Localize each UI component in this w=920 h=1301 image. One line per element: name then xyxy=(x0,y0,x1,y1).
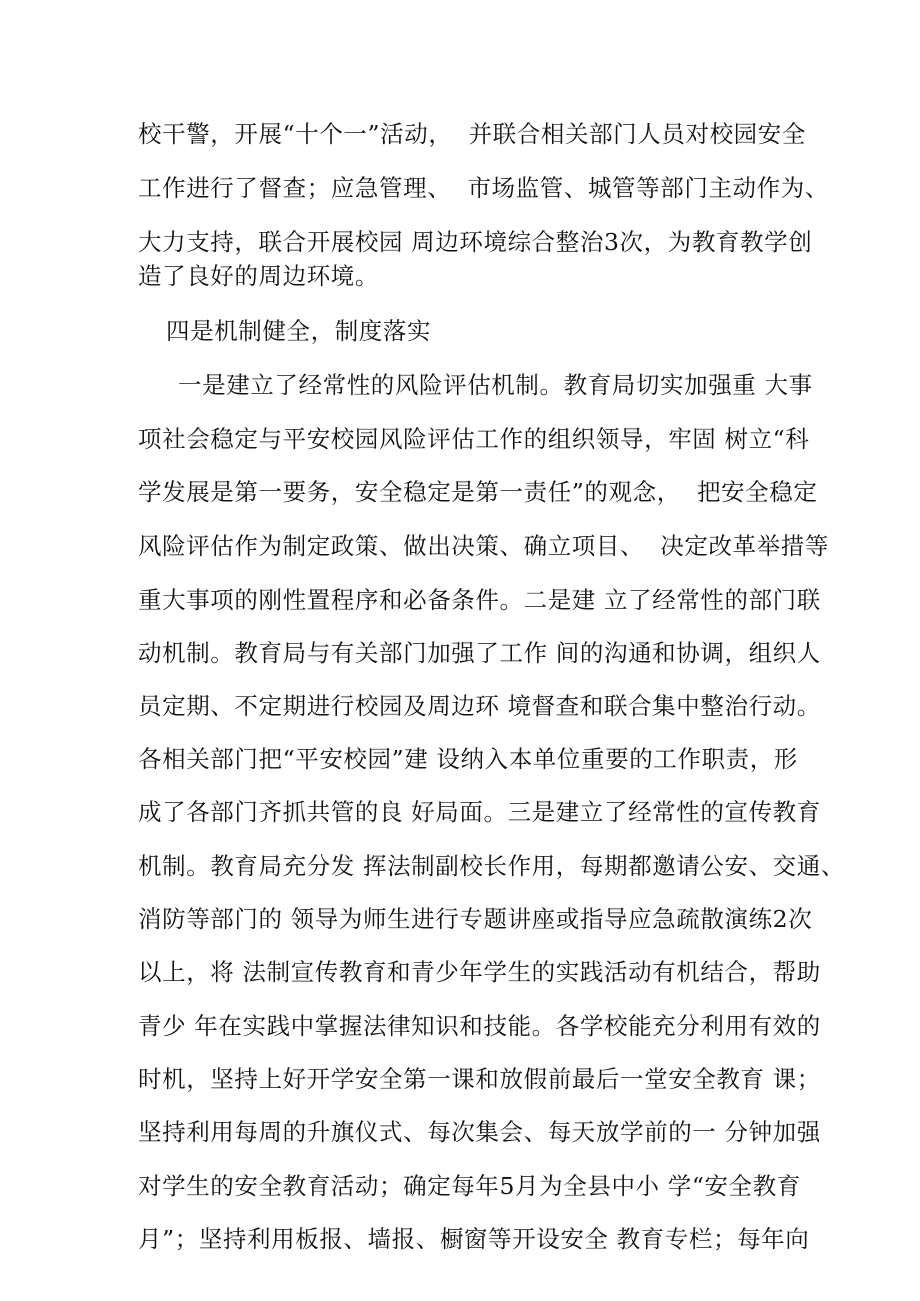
paragraph-line-8: 各相关部门把“平安校园”建 设纳入本单位重要的工作职责，形 xyxy=(138,745,798,773)
paragraph-line-7: 员定期、不定期进行校园及周边环 境督查和联合集中整治行动。 xyxy=(138,692,821,720)
paragraph-line-14: 时机，坚持上好开学安全第一课和放假前最后一堂安全教育 课； xyxy=(138,1065,821,1093)
paragraph-line-1: 一是建立了经常性的风险评估机制。教育局切实加强重 大事 xyxy=(178,371,813,399)
section-heading: 四是机制健全，制度落实 xyxy=(166,317,432,345)
paragraph-line-11: 消防等部门的 领导为师生进行专题讲座或指导应急疏散演练2次 xyxy=(138,905,813,933)
paragraph-line-10: 机制。教育局充分发 挥法制副校长作用，每期都邀请公安、交通、 xyxy=(138,852,845,880)
paragraph-line-2: 项社会稳定与平安校园风险评估工作的组织领导，牢固 树立“科 xyxy=(138,425,810,453)
paragraph-line-16: 对学生的安全教育活动；确定每年5月为全县中小 学“安全教育 xyxy=(138,1172,801,1200)
paragraph-line-6: 动机制。教育局与有关部门加强了工作 间的沟通和协调，组织人 xyxy=(138,639,821,667)
paragraph-line-17: 月”；坚持利用板报、墙报、橱窗等开设安全 教育专栏；每年向 xyxy=(138,1225,810,1253)
text-line-1: 校干警，开展“十个一”活动， 并联合相关部门人员对校园安全 xyxy=(138,120,806,148)
paragraph-line-4: 风险评估作为制定政策、做出决策、确立项目、 决定改革举措等 xyxy=(138,532,829,560)
text-line-2: 工作进行了督查；应急管理、 市场监管、城管等部门主动作为、 xyxy=(138,174,829,202)
paragraph-line-5: 重大事项的刚性置程序和必备条件。二是建 立了经常性的部门联 xyxy=(138,586,821,614)
paragraph-line-9: 成了各部门齐抓共管的良 好局面。三是建立了经常性的宣传教育 xyxy=(138,798,821,826)
text-line-4: 造了良好的周边环境。 xyxy=(138,262,379,290)
paragraph-line-15: 坚持利用每周的升旗仪式、每次集会、每天放学前的一 分钟加强 xyxy=(138,1118,821,1146)
text-line-3: 大力支持，联合开展校园 周边环境综合整治3次，为教育教学创 xyxy=(138,228,813,256)
paragraph-line-13: 青少 年在实践中掌握法律知识和技能。各学校能充分利用有效的 xyxy=(138,1012,821,1040)
paragraph-line-12: 以上，将 法制宣传教育和青少年学生的实践活动有机结合，帮助 xyxy=(138,958,821,986)
paragraph-line-3: 学发展是第一要务，安全稳定是第一责任”的观念， 把安全稳定 xyxy=(138,478,818,506)
